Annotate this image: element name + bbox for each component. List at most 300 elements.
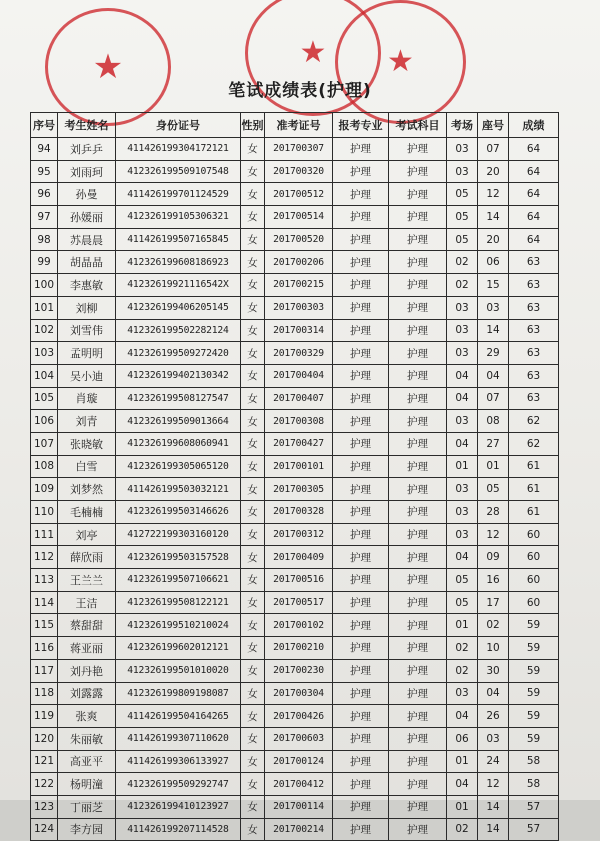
cell-name: 刘雪伟 [58,319,116,342]
cell-room: 01 [447,455,478,478]
cell-subject: 护理 [389,773,447,796]
cell-seq: 110 [31,501,58,524]
cell-subject: 护理 [389,727,447,750]
cell-seat: 04 [478,364,509,387]
cell-seq: 95 [31,160,58,183]
table-row [31,364,559,387]
cell-room: 02 [447,637,478,660]
cell-exam-number: 201700407 [265,387,333,410]
cell-room: 03 [447,501,478,524]
table-row [31,478,559,501]
cell-score: 64 [509,160,559,183]
cell-room: 03 [447,138,478,161]
cell-id-number: 412326199503146626 [116,501,241,524]
cell-major: 护理 [333,387,389,410]
cell-major: 护理 [333,296,389,319]
cell-gender: 女 [241,682,265,705]
cell-seat: 24 [478,750,509,773]
cell-exam-number: 201700404 [265,364,333,387]
table-row [31,296,559,319]
cell-room: 03 [447,410,478,433]
cell-exam-number: 201700603 [265,727,333,750]
cell-id-number: 412326199809198087 [116,682,241,705]
header-score: 成绩 [509,113,559,138]
cell-exam-number: 201700517 [265,591,333,614]
cell-major: 护理 [333,319,389,342]
cell-room: 03 [447,160,478,183]
table-row [31,342,559,365]
cell-seat: 27 [478,432,509,455]
cell-major: 护理 [333,818,389,841]
cell-seq: 117 [31,659,58,682]
score-table [30,112,559,841]
cell-name: 朱丽敏 [58,727,116,750]
cell-name: 肖璇 [58,387,116,410]
cell-gender: 女 [241,342,265,365]
cell-score: 58 [509,750,559,773]
cell-id-number: 412326199608186923 [116,251,241,274]
cell-subject: 护理 [389,251,447,274]
cell-subject: 护理 [389,342,447,365]
cell-seat: 12 [478,523,509,546]
cell-subject: 护理 [389,637,447,660]
cell-subject: 护理 [389,591,447,614]
cell-subject: 护理 [389,455,447,478]
cell-exam-number: 201700314 [265,319,333,342]
cell-name: 毛楠楠 [58,501,116,524]
cell-seat: 03 [478,727,509,750]
cell-score: 57 [509,818,559,841]
cell-room: 04 [447,546,478,569]
header-major: 报考专业 [333,113,389,138]
cell-gender: 女 [241,478,265,501]
cell-seat: 20 [478,228,509,251]
cell-room: 03 [447,682,478,705]
cell-gender: 女 [241,455,265,478]
page-title: 笔试成绩表(护理) [228,81,372,101]
cell-subject: 护理 [389,364,447,387]
table-row [31,546,559,569]
cell-name: 丁丽芝 [58,795,116,818]
cell-gender: 女 [241,138,265,161]
cell-exam-number: 201700102 [265,614,333,637]
table-row [31,160,559,183]
official-seal-health-commission [335,0,466,124]
cell-room: 05 [447,183,478,206]
cell-id-number: 411426199307110620 [116,727,241,750]
cell-name: 薛欣雨 [58,546,116,569]
table-row [31,659,559,682]
cell-score: 59 [509,637,559,660]
cell-exam-number: 201700214 [265,818,333,841]
cell-gender: 女 [241,546,265,569]
cell-id-number: 412326199406205145 [116,296,241,319]
cell-score: 60 [509,523,559,546]
cell-major: 护理 [333,138,389,161]
cell-score: 63 [509,319,559,342]
header-seq: 序号 [31,113,58,138]
table-header-row [31,113,559,138]
cell-gender: 女 [241,637,265,660]
cell-seat: 16 [478,569,509,592]
table-row [31,750,559,773]
cell-gender: 女 [241,614,265,637]
cell-major: 护理 [333,228,389,251]
header-seat: 座号 [478,113,509,138]
cell-room: 05 [447,206,478,229]
cell-seat: 06 [478,251,509,274]
cell-major: 护理 [333,274,389,297]
cell-seat: 05 [478,478,509,501]
cell-room: 03 [447,478,478,501]
cell-name: 刘梦然 [58,478,116,501]
table-row [31,705,559,728]
cell-subject: 护理 [389,138,447,161]
cell-exam-number: 201700514 [265,206,333,229]
cell-exam-number: 201700328 [265,501,333,524]
cell-exam-number: 201700409 [265,546,333,569]
cell-seat: 03 [478,296,509,319]
cell-gender: 女 [241,364,265,387]
cell-name: 刘露露 [58,682,116,705]
cell-major: 护理 [333,342,389,365]
cell-room: 01 [447,614,478,637]
cell-major: 护理 [333,364,389,387]
cell-name: 刘丹艳 [58,659,116,682]
cell-id-number: 411426199701124529 [116,183,241,206]
cell-gender: 女 [241,160,265,183]
cell-seat: 14 [478,818,509,841]
cell-gender: 女 [241,501,265,524]
cell-id-number: 412326199305065120 [116,455,241,478]
cell-score: 62 [509,432,559,455]
cell-major: 护理 [333,523,389,546]
cell-score: 64 [509,228,559,251]
cell-seq: 118 [31,682,58,705]
cell-score: 63 [509,364,559,387]
cell-id-number: 412326199509013664 [116,410,241,433]
cell-id-number: 412326199105306321 [116,206,241,229]
cell-room: 02 [447,251,478,274]
cell-score: 60 [509,569,559,592]
table-row [31,432,559,455]
cell-subject: 护理 [389,432,447,455]
cell-name: 李惠敏 [58,274,116,297]
cell-room: 04 [447,773,478,796]
cell-gender: 女 [241,795,265,818]
cell-seat: 01 [478,455,509,478]
cell-gender: 女 [241,432,265,455]
cell-room: 03 [447,523,478,546]
cell-seq: 119 [31,705,58,728]
table-row [31,795,559,818]
header-gender: 性别 [241,113,265,138]
cell-major: 护理 [333,795,389,818]
cell-room: 04 [447,705,478,728]
cell-seq: 124 [31,818,58,841]
cell-name: 孟明明 [58,342,116,365]
cell-seq: 100 [31,274,58,297]
cell-id-number: 412326199509272420 [116,342,241,365]
cell-seat: 09 [478,546,509,569]
cell-seat: 17 [478,591,509,614]
table-row [31,455,559,478]
cell-exam-number: 201700312 [265,523,333,546]
cell-score: 60 [509,546,559,569]
cell-seq: 109 [31,478,58,501]
cell-subject: 护理 [389,523,447,546]
cell-score: 63 [509,251,559,274]
cell-score: 59 [509,614,559,637]
cell-subject: 护理 [389,659,447,682]
cell-id-number: 412326199503157528 [116,546,241,569]
cell-seq: 96 [31,183,58,206]
table-row [31,274,559,297]
cell-room: 03 [447,342,478,365]
seal-star-icon: ★ [387,44,414,79]
cell-major: 护理 [333,251,389,274]
cell-score: 61 [509,455,559,478]
cell-name: 苏晨晨 [58,228,116,251]
cell-seat: 12 [478,183,509,206]
cell-seq: 114 [31,591,58,614]
cell-gender: 女 [241,569,265,592]
cell-seq: 104 [31,364,58,387]
cell-subject: 护理 [389,183,447,206]
cell-room: 04 [447,432,478,455]
cell-subject: 护理 [389,274,447,297]
cell-gender: 女 [241,274,265,297]
cell-exam-number: 201700304 [265,682,333,705]
cell-subject: 护理 [389,206,447,229]
cell-seq: 122 [31,773,58,796]
official-seal-hr-bureau [45,8,171,126]
cell-seq: 113 [31,569,58,592]
cell-major: 护理 [333,183,389,206]
cell-seq: 116 [31,637,58,660]
cell-major: 护理 [333,432,389,455]
cell-major: 护理 [333,478,389,501]
cell-gender: 女 [241,591,265,614]
cell-score: 59 [509,682,559,705]
cell-seat: 02 [478,614,509,637]
cell-seq: 99 [31,251,58,274]
cell-exam-number: 201700320 [265,160,333,183]
cell-gender: 女 [241,228,265,251]
cell-seq: 94 [31,138,58,161]
cell-subject: 护理 [389,795,447,818]
table-row [31,569,559,592]
cell-name: 蒋亚丽 [58,637,116,660]
header-id-number: 身份证号 [116,113,241,138]
cell-exam-number: 201700329 [265,342,333,365]
cell-exam-number: 201700520 [265,228,333,251]
cell-score: 64 [509,138,559,161]
table-row [31,138,559,161]
cell-seat: 15 [478,274,509,297]
cell-gender: 女 [241,773,265,796]
cell-exam-number: 201700512 [265,183,333,206]
cell-room: 05 [447,228,478,251]
cell-subject: 护理 [389,410,447,433]
cell-id-number: 411426199207114528 [116,818,241,841]
cell-name: 刘柳 [58,296,116,319]
cell-exam-number: 201700215 [265,274,333,297]
table-row [31,206,559,229]
cell-gender: 女 [241,727,265,750]
cell-id-number: 41232619921116542X [116,274,241,297]
cell-seat: 30 [478,659,509,682]
cell-id-number: 412326199402130342 [116,364,241,387]
cell-major: 护理 [333,750,389,773]
cell-id-number: 412326199608060941 [116,432,241,455]
cell-name: 蔡甜甜 [58,614,116,637]
cell-gender: 女 [241,206,265,229]
cell-score: 63 [509,387,559,410]
cell-gender: 女 [241,387,265,410]
cell-name: 白雪 [58,455,116,478]
cell-major: 护理 [333,705,389,728]
cell-score: 64 [509,206,559,229]
cell-seq: 111 [31,523,58,546]
header-name: 考生姓名 [58,113,116,138]
cell-exam-number: 201700114 [265,795,333,818]
cell-room: 04 [447,364,478,387]
cell-id-number: 411426199304172121 [116,138,241,161]
cell-subject: 护理 [389,478,447,501]
cell-seat: 10 [478,637,509,660]
cell-name: 刘青 [58,410,116,433]
cell-seq: 115 [31,614,58,637]
cell-score: 60 [509,591,559,614]
cell-subject: 护理 [389,296,447,319]
cell-seat: 14 [478,795,509,818]
seal-star-icon: ★ [92,47,124,87]
cell-id-number: 411426199503032121 [116,478,241,501]
cell-name: 王兰兰 [58,569,116,592]
table-row [31,637,559,660]
table-row [31,387,559,410]
table-row [31,727,559,750]
cell-id-number: 412326199507106621 [116,569,241,592]
cell-subject: 护理 [389,682,447,705]
cell-gender: 女 [241,705,265,728]
cell-major: 护理 [333,659,389,682]
cell-exam-number: 201700412 [265,773,333,796]
cell-id-number: 411426199504164265 [116,705,241,728]
cell-name: 胡晶晶 [58,251,116,274]
cell-name: 李方园 [58,818,116,841]
cell-gender: 女 [241,296,265,319]
cell-room: 04 [447,387,478,410]
cell-id-number: 412326199509107548 [116,160,241,183]
cell-room: 02 [447,818,478,841]
cell-subject: 护理 [389,319,447,342]
cell-seq: 108 [31,455,58,478]
table-row [31,682,559,705]
cell-id-number: 412326199510210024 [116,614,241,637]
cell-room: 05 [447,591,478,614]
cell-subject: 护理 [389,387,447,410]
cell-exam-number: 201700124 [265,750,333,773]
cell-gender: 女 [241,659,265,682]
cell-exam-number: 201700307 [265,138,333,161]
cell-subject: 护理 [389,501,447,524]
cell-subject: 护理 [389,228,447,251]
cell-seat: 29 [478,342,509,365]
table-row [31,614,559,637]
cell-major: 护理 [333,569,389,592]
table-row [31,501,559,524]
cell-id-number: 411426199507165845 [116,228,241,251]
cell-seat: 07 [478,387,509,410]
cell-seat: 14 [478,206,509,229]
cell-score: 64 [509,183,559,206]
cell-seq: 123 [31,795,58,818]
cell-room: 05 [447,569,478,592]
cell-id-number: 412326199502282124 [116,319,241,342]
cell-room: 03 [447,296,478,319]
cell-name: 孙曼 [58,183,116,206]
cell-id-number: 412326199508122121 [116,591,241,614]
cell-major: 护理 [333,501,389,524]
cell-name: 刘乒乒 [58,138,116,161]
cell-seq: 121 [31,750,58,773]
cell-exam-number: 201700426 [265,705,333,728]
cell-subject: 护理 [389,750,447,773]
cell-name: 刘亭 [58,523,116,546]
cell-room: 01 [447,750,478,773]
cell-name: 杨明潼 [58,773,116,796]
cell-gender: 女 [241,251,265,274]
cell-major: 护理 [333,591,389,614]
cell-major: 护理 [333,546,389,569]
header-exam-number: 准考证号 [265,113,333,138]
header-subject: 考试科目 [389,113,447,138]
cell-seat: 20 [478,160,509,183]
cell-id-number: 412326199501010020 [116,659,241,682]
cell-score: 58 [509,773,559,796]
cell-gender: 女 [241,750,265,773]
table-row [31,410,559,433]
cell-seat: 07 [478,138,509,161]
cell-gender: 女 [241,410,265,433]
cell-exam-number: 201700303 [265,296,333,319]
cell-score: 63 [509,296,559,319]
table-row [31,523,559,546]
cell-seq: 101 [31,296,58,319]
table-row [31,319,559,342]
header-room: 考场 [447,113,478,138]
cell-major: 护理 [333,206,389,229]
cell-room: 01 [447,795,478,818]
cell-score: 59 [509,659,559,682]
cell-seat: 28 [478,501,509,524]
cell-score: 63 [509,274,559,297]
cell-score: 61 [509,478,559,501]
cell-name: 张晓敏 [58,432,116,455]
cell-id-number: 412326199509292747 [116,773,241,796]
cell-major: 护理 [333,682,389,705]
cell-name: 吴小迪 [58,364,116,387]
table-row [31,818,559,841]
cell-seq: 106 [31,410,58,433]
cell-exam-number: 201700516 [265,569,333,592]
table-row [31,228,559,251]
cell-exam-number: 201700427 [265,432,333,455]
cell-name: 张爽 [58,705,116,728]
cell-major: 护理 [333,455,389,478]
